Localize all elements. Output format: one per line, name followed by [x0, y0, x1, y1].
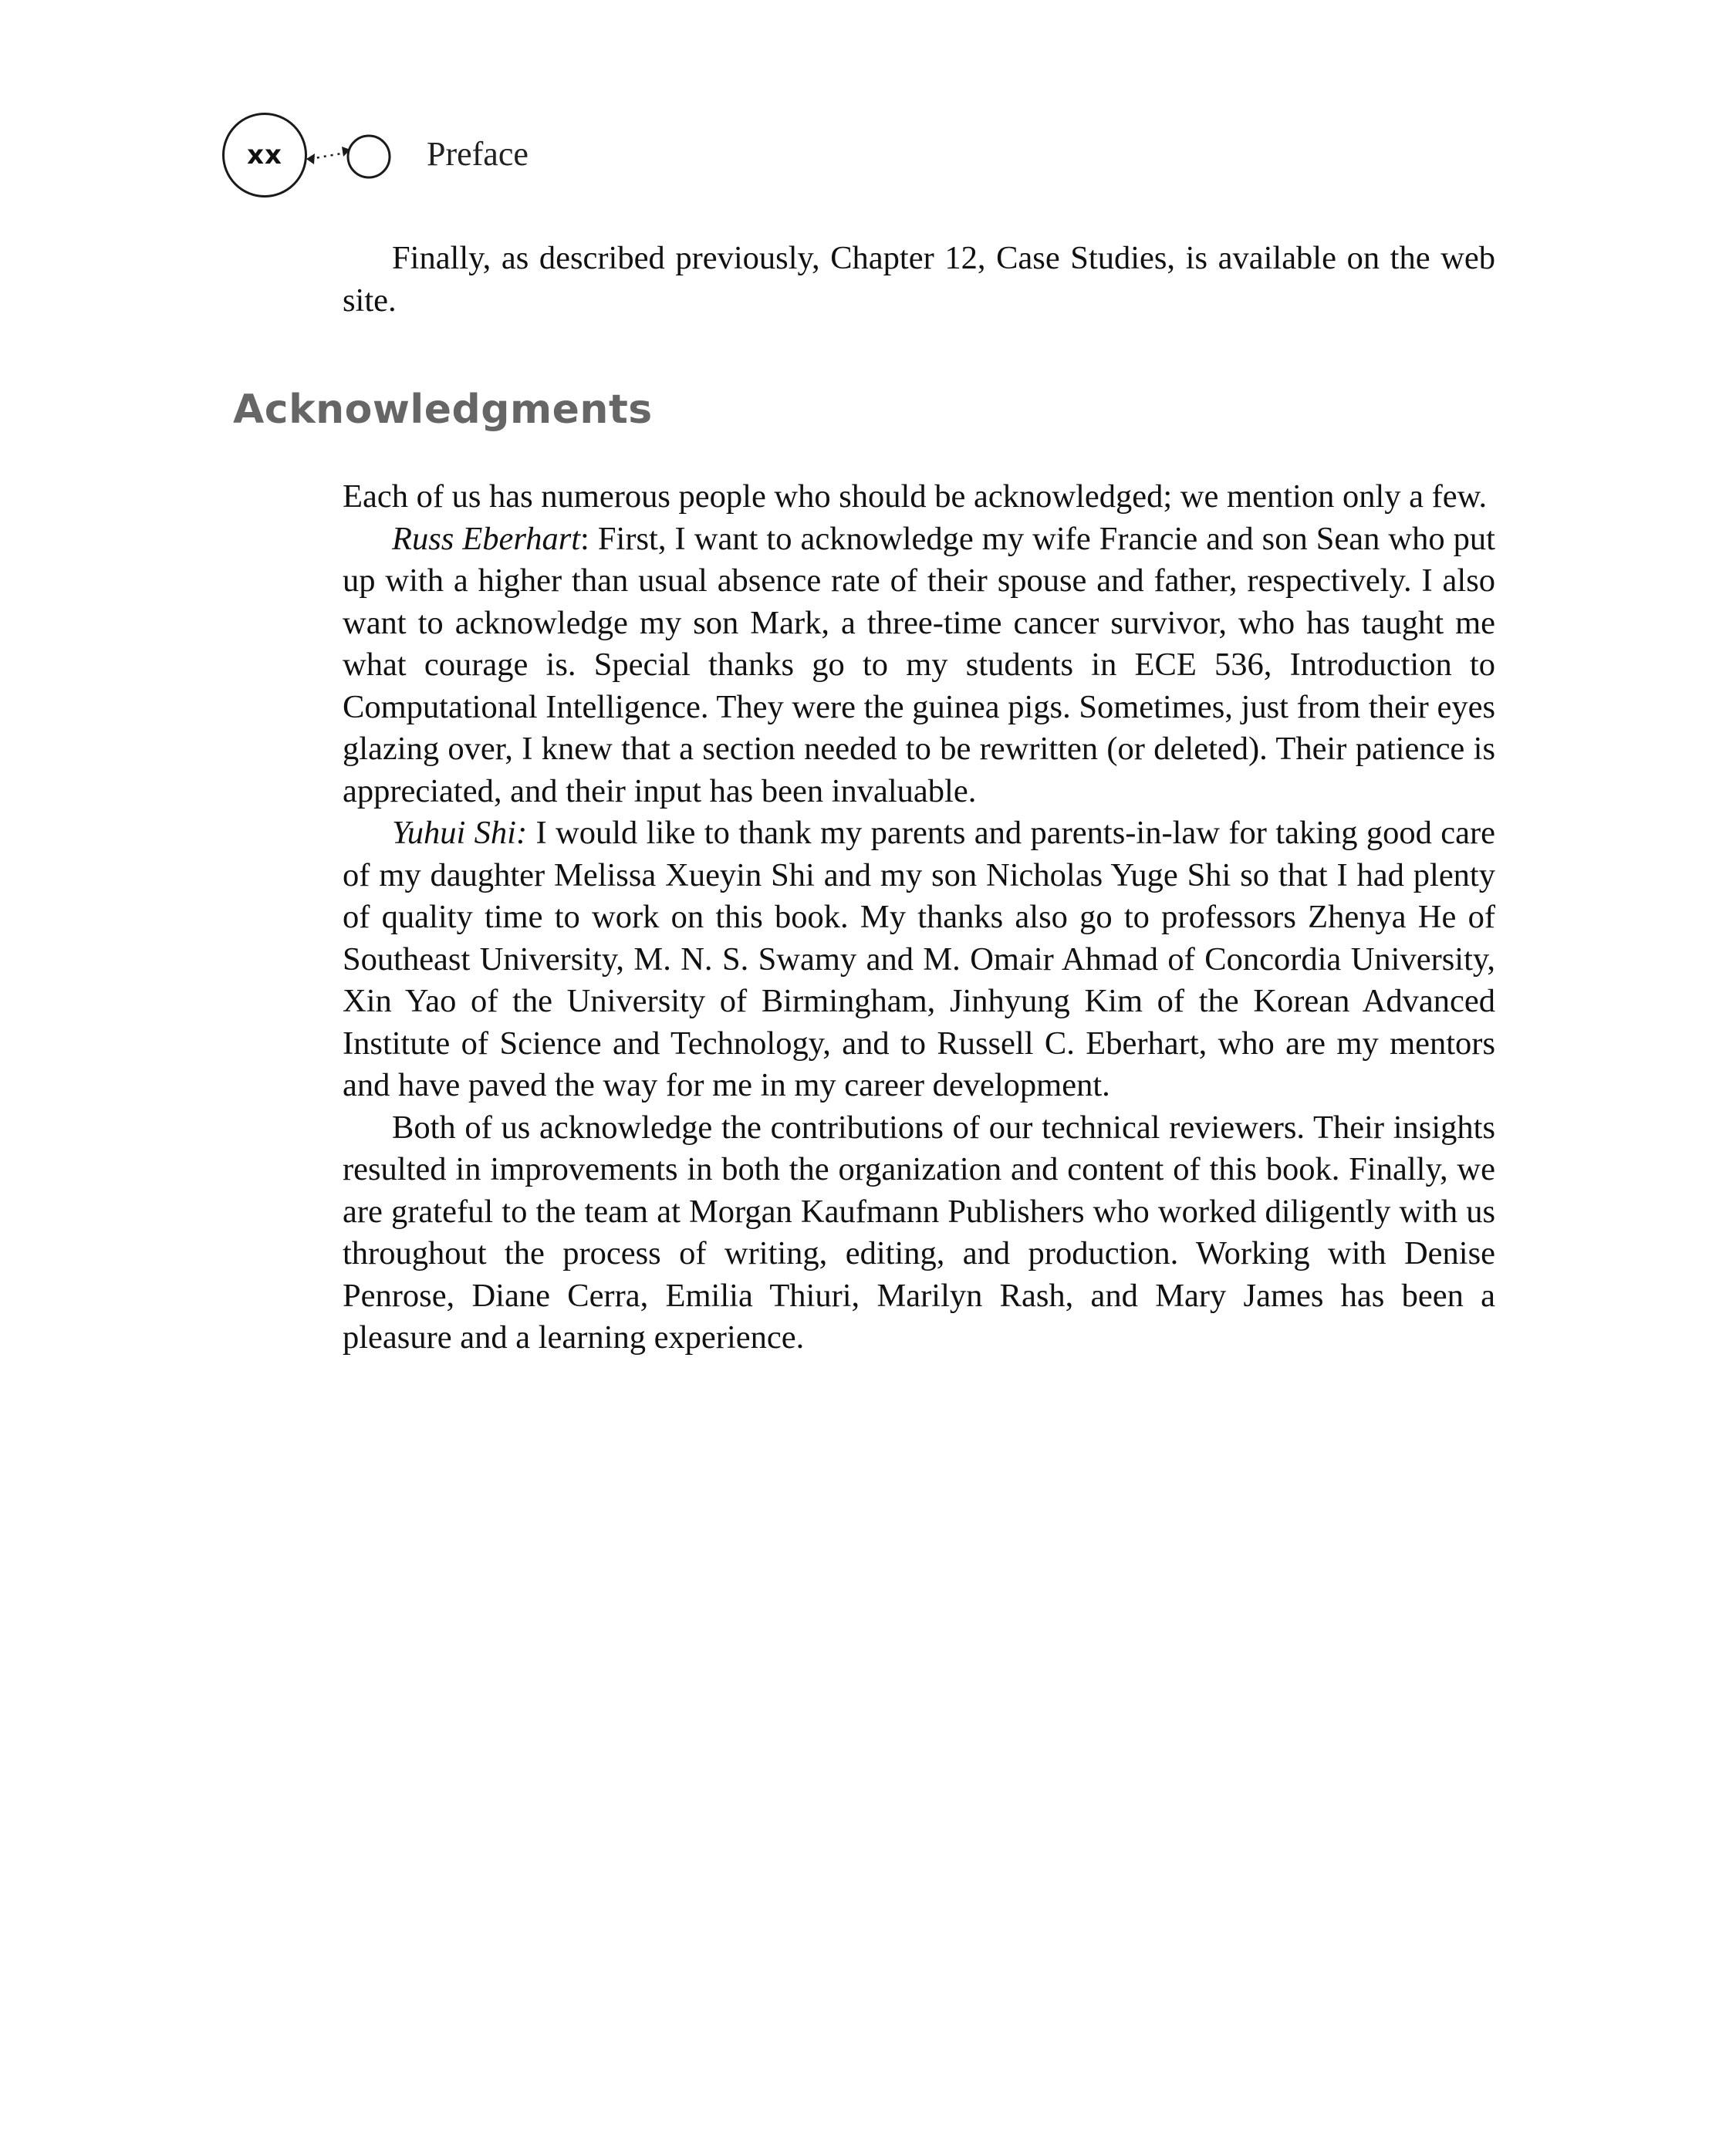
running-title: Preface: [427, 135, 529, 173]
paragraph-intro: Each of us has numerous people who should be acknowledged; we mention only a few.: [343, 478, 1488, 515]
intro-paragraph: Finally, as described previously, Chapter 12, Case Studies, is available on the web site.: [343, 240, 1495, 319]
author-name-eberhart: Russ Eberhart: [392, 520, 581, 557]
intro-section: [343, 238, 1495, 322]
paragraph-joint: Both of us acknowledge the contributions of our technical reviewers. Their insights resulted in improvements in both the organization and content of this book. Finally, we are grateful to the team at Morgan Kaufmann Publishers who worked diligently with us throughout the process of writing, editing, and production. Working with Denise Penrose, Diane Cerra, Emilia Thiuri, Marilyn Rash, and Mary James has been a pleasure and a learning experience.: [343, 1109, 1495, 1356]
author-separator: :: [580, 520, 589, 557]
page-number: xx: [247, 140, 282, 171]
acknowledgments-body: [343, 476, 1495, 1359]
arrows-circle-icon: [299, 130, 392, 184]
page-header: [222, 113, 839, 202]
paragraph-eberhart-text: First, I want to acknowledge my wife Francie and son Sean who put up with a higher than usual absence rate of their spouse and father, respectively. I also want to acknowledge my son Mark, a three-time cancer survivor, who has taught me what courage is. Special thanks go to my students in ECE 536, Introduction to Computational Intelligence. They were the guinea pigs. Sometimes, just from their eyes glazing over, I knew that a section needed to be rewritten (or deleted). Their patience is appreciated, and their input has been invaluable.: [343, 520, 1495, 809]
page-number-badge: [222, 113, 307, 198]
author-name-shi: Yuhui Shi:: [392, 815, 528, 851]
section-heading: Acknowledgments: [233, 387, 653, 433]
paragraph-eberhart: [343, 518, 1495, 813]
paragraph-shi: [343, 812, 1495, 1107]
paragraph-shi-text: I would like to thank my parents and parents-in-law for taking good care of my daughter Melissa Xueyin Shi and my son Nicholas Yuge Shi so that I had plenty of quality time to work on this book. My thanks also go to professors Zhenya He of Southeast University, M. N. S. Swamy and M. Omair Ahmad of Concordia University, Xin Yao of the University of Birmingham, Jinhyung Kim of the Korean Advanced Institute of Science and Technology, and to Russell C. Eberhart, who are my mentors and have paved the way for me in my career development.: [343, 815, 1495, 1103]
